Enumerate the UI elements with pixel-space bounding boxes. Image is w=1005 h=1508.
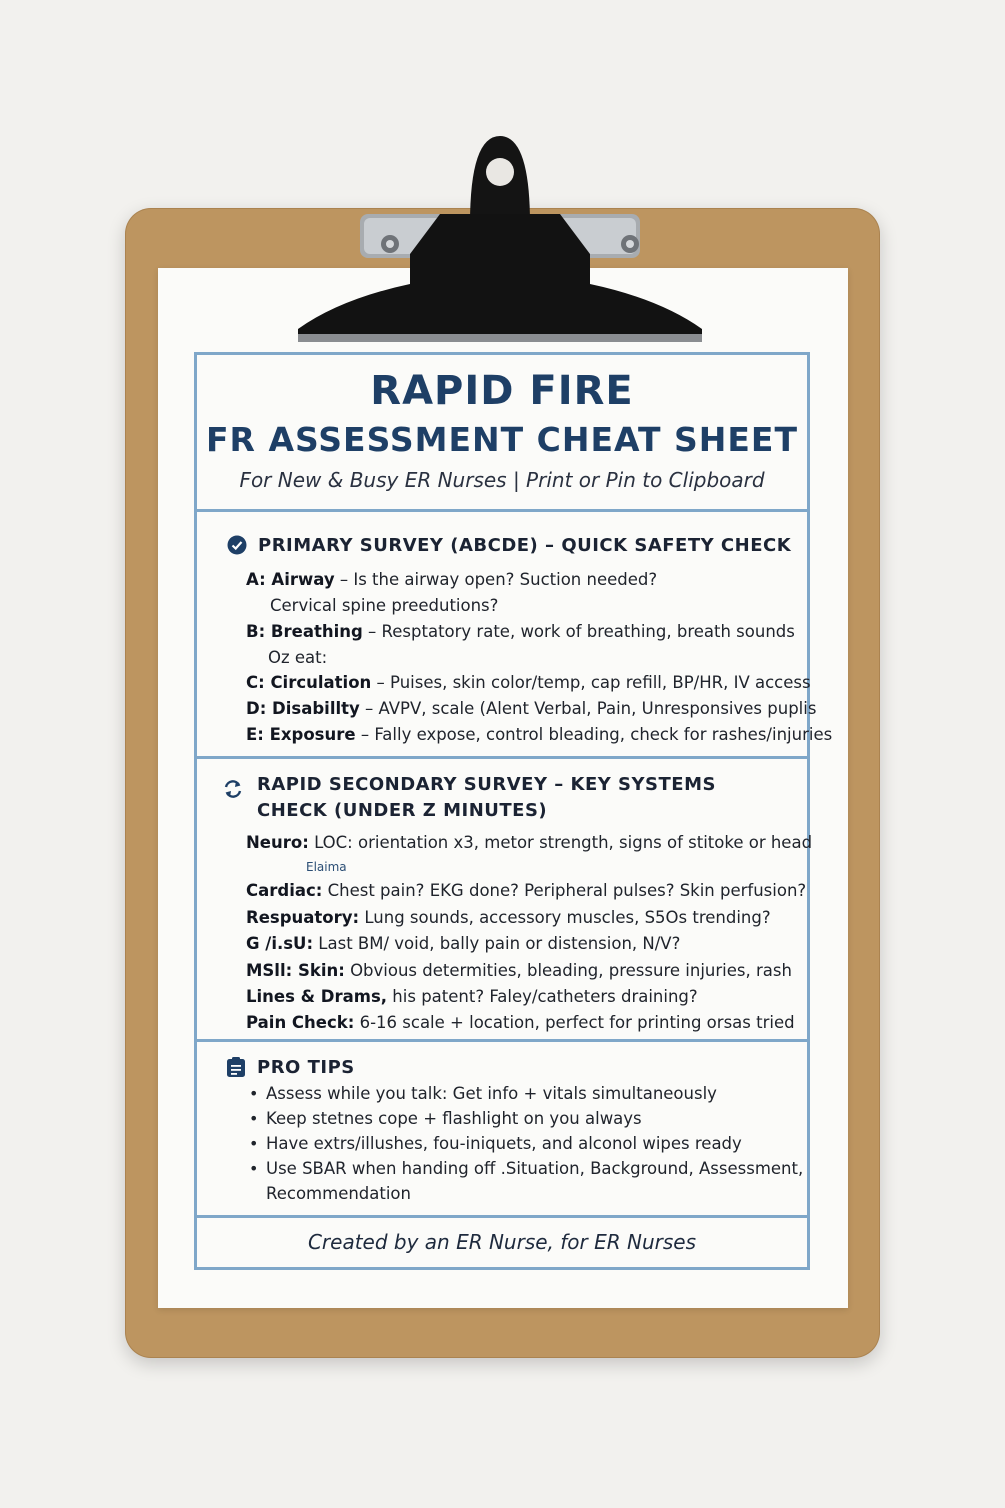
title-line-1: RAPID FIRE (370, 368, 634, 414)
primary-item: D: Disabillty – AVPV, scale (Alent Verbal, Pain, Unresponsives puplis (246, 699, 817, 718)
primary-item: A: Airway – Is the airway open? Suction needed? (246, 570, 658, 589)
secondary-item: Respuatory: Lung sounds, accessory muscles, S5Os trending? (246, 908, 771, 927)
title-line-2: FR ASSESSMENT CHEAT SHEET (206, 420, 798, 459)
clipboard-list-icon (226, 1056, 246, 1078)
divider (194, 1215, 810, 1218)
secondary-item: Cardiac: Chest pain? EKG done? Peripheral pulses? Skin perfusion? (246, 881, 807, 900)
subtitle: For New & Busy ER Nurses | Print or Pin to Clipboard (239, 468, 765, 492)
divider (194, 756, 810, 759)
primary-item: B: Breathing – Resptatory rate, work of breathing, breath sounds (246, 622, 795, 641)
divider (194, 509, 810, 512)
tip-item: • Assess while you talk: Get info + vitals simultaneously (266, 1084, 717, 1103)
tip-item-continuation: Recommendation (266, 1184, 411, 1203)
secondary-survey-heading-line-2: CHECK (UNDER Z MINUTES) (257, 800, 548, 821)
primary-item: E: Exposure – Fally expose, control bleading, check for rashes/injuries (246, 725, 833, 744)
secondary-survey-heading: RAPID SECONDARY SURVEY – KEY SYSTEMS (257, 774, 716, 795)
secondary-note: Elaima (306, 860, 347, 874)
secondary-item: Neuro: LOC: orientation x3, metor strength, signs of stitoke or head (246, 833, 813, 852)
tip-item: • Keep stetnes cope + flashlight on you always (266, 1109, 642, 1128)
check-circle-icon (227, 535, 247, 555)
binder-clip-icon (290, 134, 710, 344)
pro-tips-heading: PRO TIPS (257, 1057, 355, 1078)
footer-credit: Created by an ER Nurse, for ER Nurses (307, 1230, 697, 1254)
secondary-item: Lines & Drams, his patent? Faley/catheters draining? (246, 987, 698, 1006)
primary-item: C: Circulation – Puises, skin color/temp, cap refill, BP/HR, IV access (246, 673, 811, 692)
secondary-item: MSll: Skin: Obvious determities, bleading, pressure injuries, rash (246, 961, 792, 980)
secondary-item: G /i.sU: Last BM/ void, bally pain or distension, N/V? (246, 934, 681, 953)
primary-survey-heading: PRIMARY SURVEY (ABCDE) – QUICK SAFETY CHECK (258, 535, 792, 556)
secondary-item: Pain Check: 6-16 scale + location, perfect for printing orsas tried (246, 1013, 795, 1032)
divider (194, 1039, 810, 1042)
tip-item: • Have extrs/illushes, fou-iniquets, and alconol wipes ready (266, 1134, 742, 1153)
primary-item: Oz eat: (268, 648, 328, 667)
refresh-arrows-icon (222, 778, 244, 800)
primary-item: Cervical spine preedutions? (270, 596, 499, 615)
tip-item: • Use SBAR when handing off .Situation, Background, Assessment, (266, 1159, 803, 1178)
